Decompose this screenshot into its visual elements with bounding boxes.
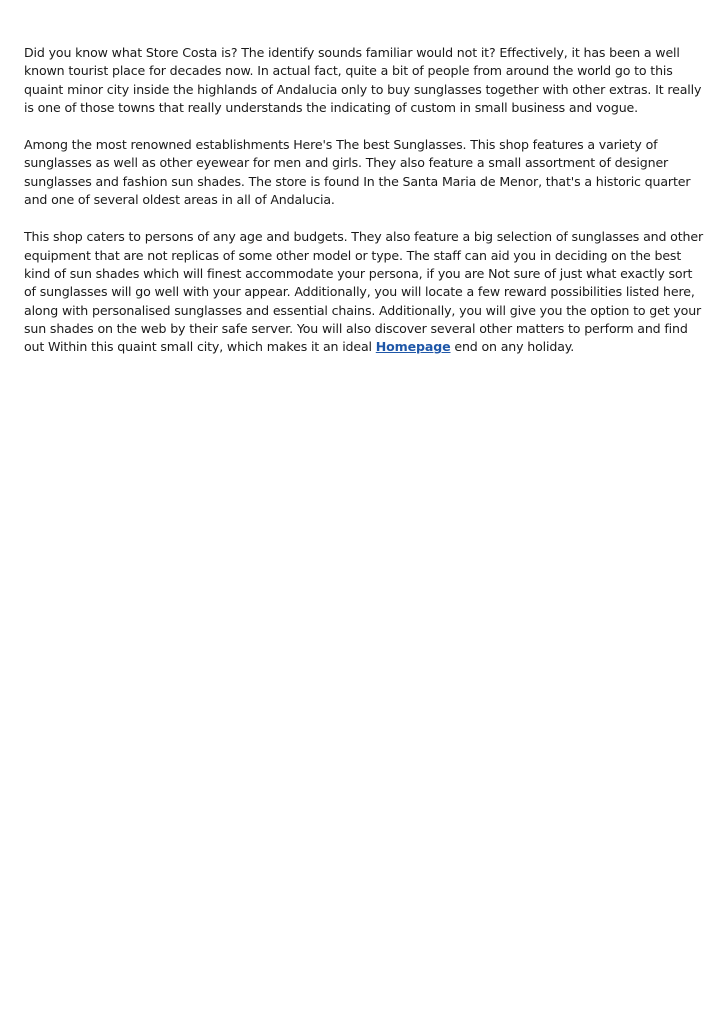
article-paragraph-2: Among the most renowned establishments Here's The best Sunglasses. This shop features a variety of sunglasses as well as other eyewear for men and girls. They also feature a small assortment of designer sunglasses and fashion sun shades. The store is found In the Santa Maria de Menor, that's a historic quarter and one of several oldest areas in all of Andalucia. [24,137,691,208]
article-paragraph-3 [24,228,704,356]
paragraph-3-text-after-link: end on any holiday. [450,339,575,355]
article-body [24,44,704,375]
paragraph-3-text-before-link: This shop caters to persons of any age and budgets. They also feature a big selection of sunglasses and other equipment that are not replicas of some other model or type. The staff can aid you in deciding on the best kind of sun shades which will finest accommodate your persona, if you are Not sure of just what exactly sort of sunglasses will go well with your appear. Additionally, you will locate a few reward possibilities listed here, along with personalised sunglasses and essential chains. Additionally, you will give you the option to get your sun shades on the web by their safe server. You will also discover several other matters to perform and find out Within this quaint small city, which makes it an ideal [24,229,703,355]
homepage-link[interactable]: Homepage [375,339,451,355]
article-paragraph-1: Did you know what Store Costa is? The identify sounds familiar would not it? Effectively, it has been a well known tourist place for decades now. In actual fact, quite a bit of people from around the world go to this quaint minor city inside the highlands of Andalucia only to buy sunglasses together with other extras. It really is one of those towns that really understands the indicating of custom in small business and vogue. [24,45,702,115]
